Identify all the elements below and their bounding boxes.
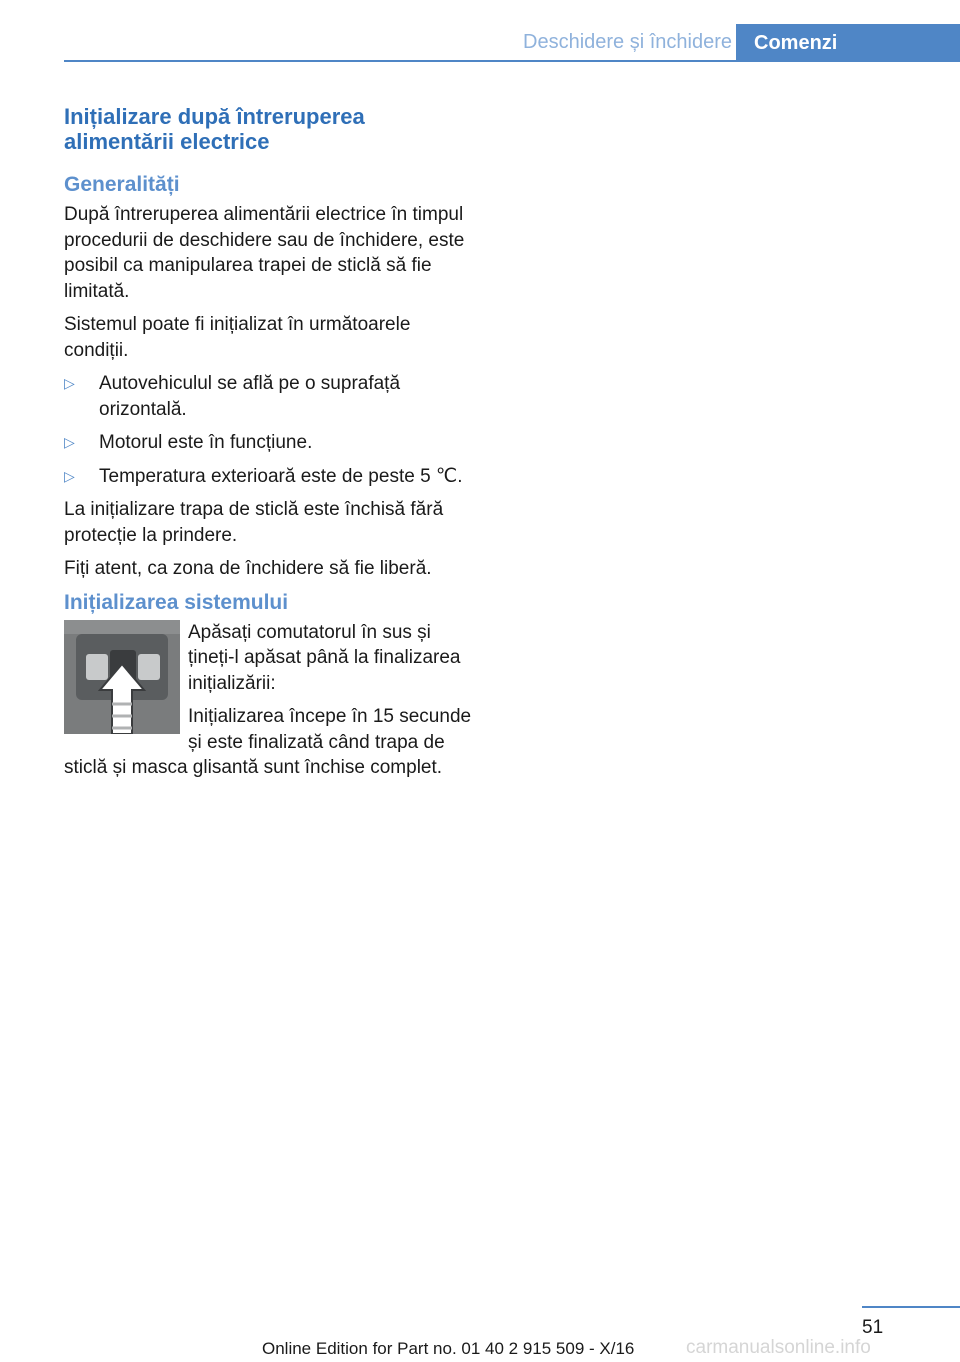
footer-rule	[862, 1306, 960, 1308]
general-paragraph-4: Fiți atent, ca zona de închidere să fie liberă.	[64, 558, 432, 579]
triangle-bullet-icon: ▷	[64, 434, 75, 450]
general-heading: Generalități	[64, 173, 180, 196]
header-section-title: Deschidere și închidere	[523, 31, 732, 53]
conditions-list	[64, 371, 480, 489]
edition-note: Online Edition for Part no. 01 40 2 915 509 - X/16	[262, 1339, 635, 1358]
list-item: ▷ Autovehiculul se află pe o suprafață orizontală.	[64, 373, 401, 420]
triangle-bullet-icon: ▷	[64, 467, 75, 484]
triangle-bullet-icon: ▷	[64, 375, 75, 391]
page-number: 51	[862, 1317, 884, 1338]
watermark: carmanualsonline.info	[686, 1337, 871, 1358]
list-item: ▷ Temperatura exterioară este de peste 5 ℃.	[64, 464, 480, 490]
general-paragraph-3: La inițializare trapa de sticlă este închisă fără protecție la prindere.	[64, 499, 444, 546]
system-section	[64, 620, 480, 781]
general-paragraph-1: După întreruperea alimentării electrice în timpul procedurii de deschidere sau de închidere, este posibil ca manipularea trapei de sticlă să fie limitată.	[64, 204, 465, 302]
main-content	[64, 104, 480, 789]
list-item: ▷ Motorul este în funcțiune.	[64, 430, 480, 456]
general-paragraph-2: Sistemul poate fi inițializat în următoarele condiții.	[64, 314, 411, 361]
header-rule	[64, 60, 960, 62]
page-title: Inițializare după întreruperea alimentării electrice	[64, 104, 365, 154]
header-chapter-tab: Comenzi	[736, 24, 960, 62]
system-paragraph-2: Inițializarea începe în 15 secunde și este finalizată când trapa de sticlă și masca glisantă sunt închise complet.	[64, 706, 472, 778]
system-heading: Inițializarea sistemului	[64, 590, 289, 614]
system-paragraph-1: Apăsați comutatorul în sus și țineți-l apăsat până la finalizarea inițializării:	[188, 621, 461, 694]
roof-switch-illustration	[64, 620, 180, 734]
